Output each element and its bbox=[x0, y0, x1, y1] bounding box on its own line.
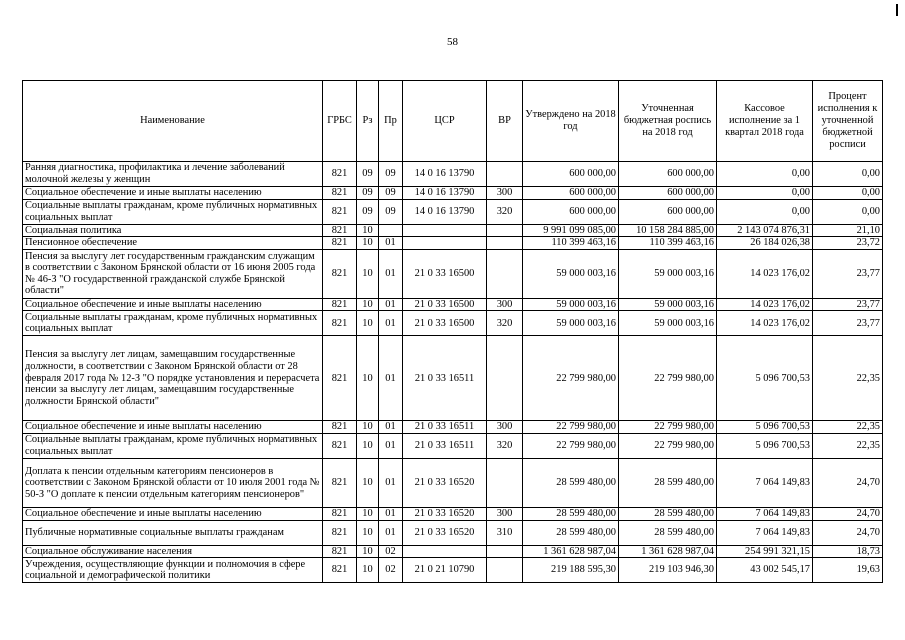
scan-edge-mark bbox=[896, 4, 898, 16]
row-name: Социальные выплаты гражданам, кроме публичных нормативных социальных выплат bbox=[23, 433, 323, 458]
row-vr: 300 bbox=[487, 507, 523, 520]
row-refined: 59 000 003,16 bbox=[619, 249, 717, 298]
row-percent: 24,70 bbox=[813, 507, 883, 520]
row-csr: 21 0 33 16500 bbox=[403, 298, 487, 311]
row-csr: 21 0 33 16520 bbox=[403, 507, 487, 520]
header-pr: Пр bbox=[379, 81, 403, 162]
row-csr: 21 0 33 16520 bbox=[403, 520, 487, 545]
table-row bbox=[23, 336, 883, 421]
row-cash: 14 023 176,02 bbox=[717, 311, 813, 336]
row-rz: 10 bbox=[357, 545, 379, 558]
row-refined: 28 599 480,00 bbox=[619, 507, 717, 520]
row-name: Пенсия за выслугу лет лицам, замещавшим государственные должности, в соответствии с Законом Брянской области от 28 февраля 2017 года № 12-З "О порядке установления и перерасчета пенсии за выслугу лет лицам, замещавшим государственные должности Брянской области" bbox=[23, 336, 323, 421]
row-name: Социальные выплаты гражданам, кроме публичных нормативных социальных выплат bbox=[23, 199, 323, 224]
row-rz: 10 bbox=[357, 458, 379, 507]
row-name: Учреждения, осуществляющие функции и полномочия в сфере социальной и демографической политики bbox=[23, 558, 323, 583]
row-grbs: 821 bbox=[323, 162, 357, 187]
row-pr: 01 bbox=[379, 336, 403, 421]
header-cash: Кассовое исполнение за 1 квартал 2018 года bbox=[717, 81, 813, 162]
table-row bbox=[23, 558, 883, 583]
row-cash: 2 143 074 876,31 bbox=[717, 224, 813, 237]
row-refined: 110 399 463,16 bbox=[619, 237, 717, 250]
table-row bbox=[23, 298, 883, 311]
table-row bbox=[23, 311, 883, 336]
row-rz: 09 bbox=[357, 199, 379, 224]
row-refined: 22 799 980,00 bbox=[619, 336, 717, 421]
row-refined: 10 158 284 885,00 bbox=[619, 224, 717, 237]
row-csr: 21 0 33 16511 bbox=[403, 433, 487, 458]
page-number: 58 bbox=[447, 36, 458, 48]
row-grbs: 821 bbox=[323, 187, 357, 200]
row-cash: 5 096 700,53 bbox=[717, 433, 813, 458]
row-percent: 0,00 bbox=[813, 187, 883, 200]
header-rz: Рз bbox=[357, 81, 379, 162]
row-pr: 01 bbox=[379, 458, 403, 507]
row-rz: 09 bbox=[357, 162, 379, 187]
row-percent: 24,70 bbox=[813, 520, 883, 545]
row-pr: 01 bbox=[379, 520, 403, 545]
row-percent: 21,10 bbox=[813, 224, 883, 237]
row-cash: 5 096 700,53 bbox=[717, 421, 813, 434]
row-approved: 28 599 480,00 bbox=[523, 507, 619, 520]
row-grbs: 821 bbox=[323, 433, 357, 458]
row-cash: 5 096 700,53 bbox=[717, 336, 813, 421]
table-row bbox=[23, 433, 883, 458]
row-cash: 7 064 149,83 bbox=[717, 458, 813, 507]
row-approved: 600 000,00 bbox=[523, 162, 619, 187]
table-row bbox=[23, 199, 883, 224]
row-grbs: 821 bbox=[323, 558, 357, 583]
row-approved: 600 000,00 bbox=[523, 187, 619, 200]
row-rz: 09 bbox=[357, 187, 379, 200]
row-vr bbox=[487, 249, 523, 298]
row-cash: 14 023 176,02 bbox=[717, 298, 813, 311]
row-refined: 28 599 480,00 bbox=[619, 520, 717, 545]
row-pr: 09 bbox=[379, 199, 403, 224]
row-pr bbox=[379, 224, 403, 237]
row-csr: 21 0 33 16500 bbox=[403, 311, 487, 336]
row-vr bbox=[487, 162, 523, 187]
row-approved: 28 599 480,00 bbox=[523, 520, 619, 545]
row-approved: 9 991 099 085,00 bbox=[523, 224, 619, 237]
row-pr: 01 bbox=[379, 311, 403, 336]
row-csr bbox=[403, 237, 487, 250]
row-csr: 21 0 21 10790 bbox=[403, 558, 487, 583]
row-approved: 1 361 628 987,04 bbox=[523, 545, 619, 558]
row-name: Пенсия за выслугу лет государственным гражданским служащим в соответствии с Законом Брянской области от 16 июня 2005 года № 46-З "О государственной гражданской службе Брянской области" bbox=[23, 249, 323, 298]
row-grbs: 821 bbox=[323, 336, 357, 421]
table-row bbox=[23, 545, 883, 558]
row-cash: 7 064 149,83 bbox=[717, 520, 813, 545]
row-csr bbox=[403, 224, 487, 237]
row-grbs: 821 bbox=[323, 199, 357, 224]
row-vr: 320 bbox=[487, 199, 523, 224]
row-approved: 22 799 980,00 bbox=[523, 336, 619, 421]
row-cash: 43 002 545,17 bbox=[717, 558, 813, 583]
row-cash: 0,00 bbox=[717, 187, 813, 200]
row-vr bbox=[487, 545, 523, 558]
row-rz: 10 bbox=[357, 298, 379, 311]
row-vr bbox=[487, 224, 523, 237]
row-vr: 320 bbox=[487, 433, 523, 458]
row-refined: 1 361 628 987,04 bbox=[619, 545, 717, 558]
row-approved: 600 000,00 bbox=[523, 199, 619, 224]
row-approved: 59 000 003,16 bbox=[523, 249, 619, 298]
row-pr: 01 bbox=[379, 237, 403, 250]
header-percent: Процент исполнения к уточненной бюджетной росписи bbox=[813, 81, 883, 162]
row-rz: 10 bbox=[357, 311, 379, 336]
row-refined: 59 000 003,16 bbox=[619, 298, 717, 311]
row-name: Социальные выплаты гражданам, кроме публичных нормативных социальных выплат bbox=[23, 311, 323, 336]
row-vr: 300 bbox=[487, 187, 523, 200]
row-rz: 10 bbox=[357, 433, 379, 458]
row-rz: 10 bbox=[357, 421, 379, 434]
row-refined: 600 000,00 bbox=[619, 199, 717, 224]
row-name: Социальное обеспечение и иные выплаты населению bbox=[23, 421, 323, 434]
row-refined: 219 103 946,30 bbox=[619, 558, 717, 583]
row-name: Социальное обеспечение и иные выплаты населению bbox=[23, 507, 323, 520]
header-refined: Уточненная бюджетная роспись на 2018 год bbox=[619, 81, 717, 162]
row-cash: 7 064 149,83 bbox=[717, 507, 813, 520]
budget-execution-table bbox=[22, 80, 883, 583]
header-grbs: ГРБС bbox=[323, 81, 357, 162]
row-approved: 219 188 595,30 bbox=[523, 558, 619, 583]
header-approved: Утверждено на 2018 год bbox=[523, 81, 619, 162]
row-pr: 01 bbox=[379, 298, 403, 311]
row-grbs: 821 bbox=[323, 298, 357, 311]
row-refined: 600 000,00 bbox=[619, 187, 717, 200]
row-refined: 28 599 480,00 bbox=[619, 458, 717, 507]
row-vr: 300 bbox=[487, 298, 523, 311]
row-grbs: 821 bbox=[323, 224, 357, 237]
table-row bbox=[23, 520, 883, 545]
row-grbs: 821 bbox=[323, 249, 357, 298]
header-name: Наименование bbox=[23, 81, 323, 162]
row-refined: 59 000 003,16 bbox=[619, 311, 717, 336]
row-vr bbox=[487, 458, 523, 507]
row-grbs: 821 bbox=[323, 421, 357, 434]
header-vr: ВР bbox=[487, 81, 523, 162]
table-row bbox=[23, 237, 883, 250]
row-percent: 23,72 bbox=[813, 237, 883, 250]
row-percent: 18,73 bbox=[813, 545, 883, 558]
row-rz: 10 bbox=[357, 507, 379, 520]
row-approved: 59 000 003,16 bbox=[523, 311, 619, 336]
row-cash: 0,00 bbox=[717, 162, 813, 187]
row-rz: 10 bbox=[357, 520, 379, 545]
row-csr bbox=[403, 545, 487, 558]
row-name: Доплата к пенсии отдельным категориям пенсионеров в соответствии с Законом Брянской области от 10 июля 2001 года № 50-З "О доплате к пенсии отдельным категориям пенсионеров" bbox=[23, 458, 323, 507]
row-pr: 01 bbox=[379, 421, 403, 434]
row-cash: 26 184 026,38 bbox=[717, 237, 813, 250]
row-name: Социальное обеспечение и иные выплаты населению bbox=[23, 187, 323, 200]
row-grbs: 821 bbox=[323, 507, 357, 520]
row-cash: 254 991 321,15 bbox=[717, 545, 813, 558]
row-csr: 21 0 33 16511 bbox=[403, 421, 487, 434]
table-row bbox=[23, 224, 883, 237]
row-percent: 0,00 bbox=[813, 199, 883, 224]
row-name: Ранняя диагностика, профилактика и лечение заболеваний молочной железы у женщин bbox=[23, 162, 323, 187]
row-vr bbox=[487, 237, 523, 250]
table-row bbox=[23, 162, 883, 187]
table-row bbox=[23, 187, 883, 200]
row-percent: 24,70 bbox=[813, 458, 883, 507]
row-percent: 23,77 bbox=[813, 311, 883, 336]
table-row bbox=[23, 458, 883, 507]
row-percent: 0,00 bbox=[813, 162, 883, 187]
row-approved: 22 799 980,00 bbox=[523, 421, 619, 434]
table-header-row bbox=[23, 81, 883, 162]
row-csr: 14 0 16 13790 bbox=[403, 162, 487, 187]
row-rz: 10 bbox=[357, 336, 379, 421]
row-vr: 320 bbox=[487, 311, 523, 336]
row-grbs: 821 bbox=[323, 458, 357, 507]
row-percent: 23,77 bbox=[813, 249, 883, 298]
row-vr bbox=[487, 336, 523, 421]
row-pr: 02 bbox=[379, 545, 403, 558]
row-name: Социальное обслуживание населения bbox=[23, 545, 323, 558]
row-refined: 600 000,00 bbox=[619, 162, 717, 187]
row-percent: 19,63 bbox=[813, 558, 883, 583]
row-grbs: 821 bbox=[323, 545, 357, 558]
row-rz: 10 bbox=[357, 558, 379, 583]
row-vr: 310 bbox=[487, 520, 523, 545]
row-approved: 28 599 480,00 bbox=[523, 458, 619, 507]
table-row bbox=[23, 507, 883, 520]
row-percent: 22,35 bbox=[813, 421, 883, 434]
row-name: Публичные нормативные социальные выплаты гражданам bbox=[23, 520, 323, 545]
row-grbs: 821 bbox=[323, 237, 357, 250]
row-csr: 21 0 33 16520 bbox=[403, 458, 487, 507]
row-cash: 14 023 176,02 bbox=[717, 249, 813, 298]
row-pr: 01 bbox=[379, 507, 403, 520]
row-cash: 0,00 bbox=[717, 199, 813, 224]
row-vr bbox=[487, 558, 523, 583]
row-pr: 01 bbox=[379, 433, 403, 458]
row-percent: 22,35 bbox=[813, 336, 883, 421]
row-approved: 110 399 463,16 bbox=[523, 237, 619, 250]
row-refined: 22 799 980,00 bbox=[619, 421, 717, 434]
row-name: Пенсионное обеспечение bbox=[23, 237, 323, 250]
row-pr: 02 bbox=[379, 558, 403, 583]
table-row bbox=[23, 421, 883, 434]
row-grbs: 821 bbox=[323, 311, 357, 336]
row-percent: 23,77 bbox=[813, 298, 883, 311]
row-rz: 10 bbox=[357, 224, 379, 237]
row-vr: 300 bbox=[487, 421, 523, 434]
row-pr: 09 bbox=[379, 162, 403, 187]
row-csr: 21 0 33 16511 bbox=[403, 336, 487, 421]
row-csr: 14 0 16 13790 bbox=[403, 199, 487, 224]
header-csr: ЦСР bbox=[403, 81, 487, 162]
row-refined: 22 799 980,00 bbox=[619, 433, 717, 458]
row-pr: 01 bbox=[379, 249, 403, 298]
row-approved: 59 000 003,16 bbox=[523, 298, 619, 311]
row-pr: 09 bbox=[379, 187, 403, 200]
row-grbs: 821 bbox=[323, 520, 357, 545]
row-name: Социальное обеспечение и иные выплаты населению bbox=[23, 298, 323, 311]
row-approved: 22 799 980,00 bbox=[523, 433, 619, 458]
row-csr: 14 0 16 13790 bbox=[403, 187, 487, 200]
row-csr: 21 0 33 16500 bbox=[403, 249, 487, 298]
row-percent: 22,35 bbox=[813, 433, 883, 458]
table-row bbox=[23, 249, 883, 298]
row-name: Социальная политика bbox=[23, 224, 323, 237]
row-rz: 10 bbox=[357, 237, 379, 250]
row-rz: 10 bbox=[357, 249, 379, 298]
